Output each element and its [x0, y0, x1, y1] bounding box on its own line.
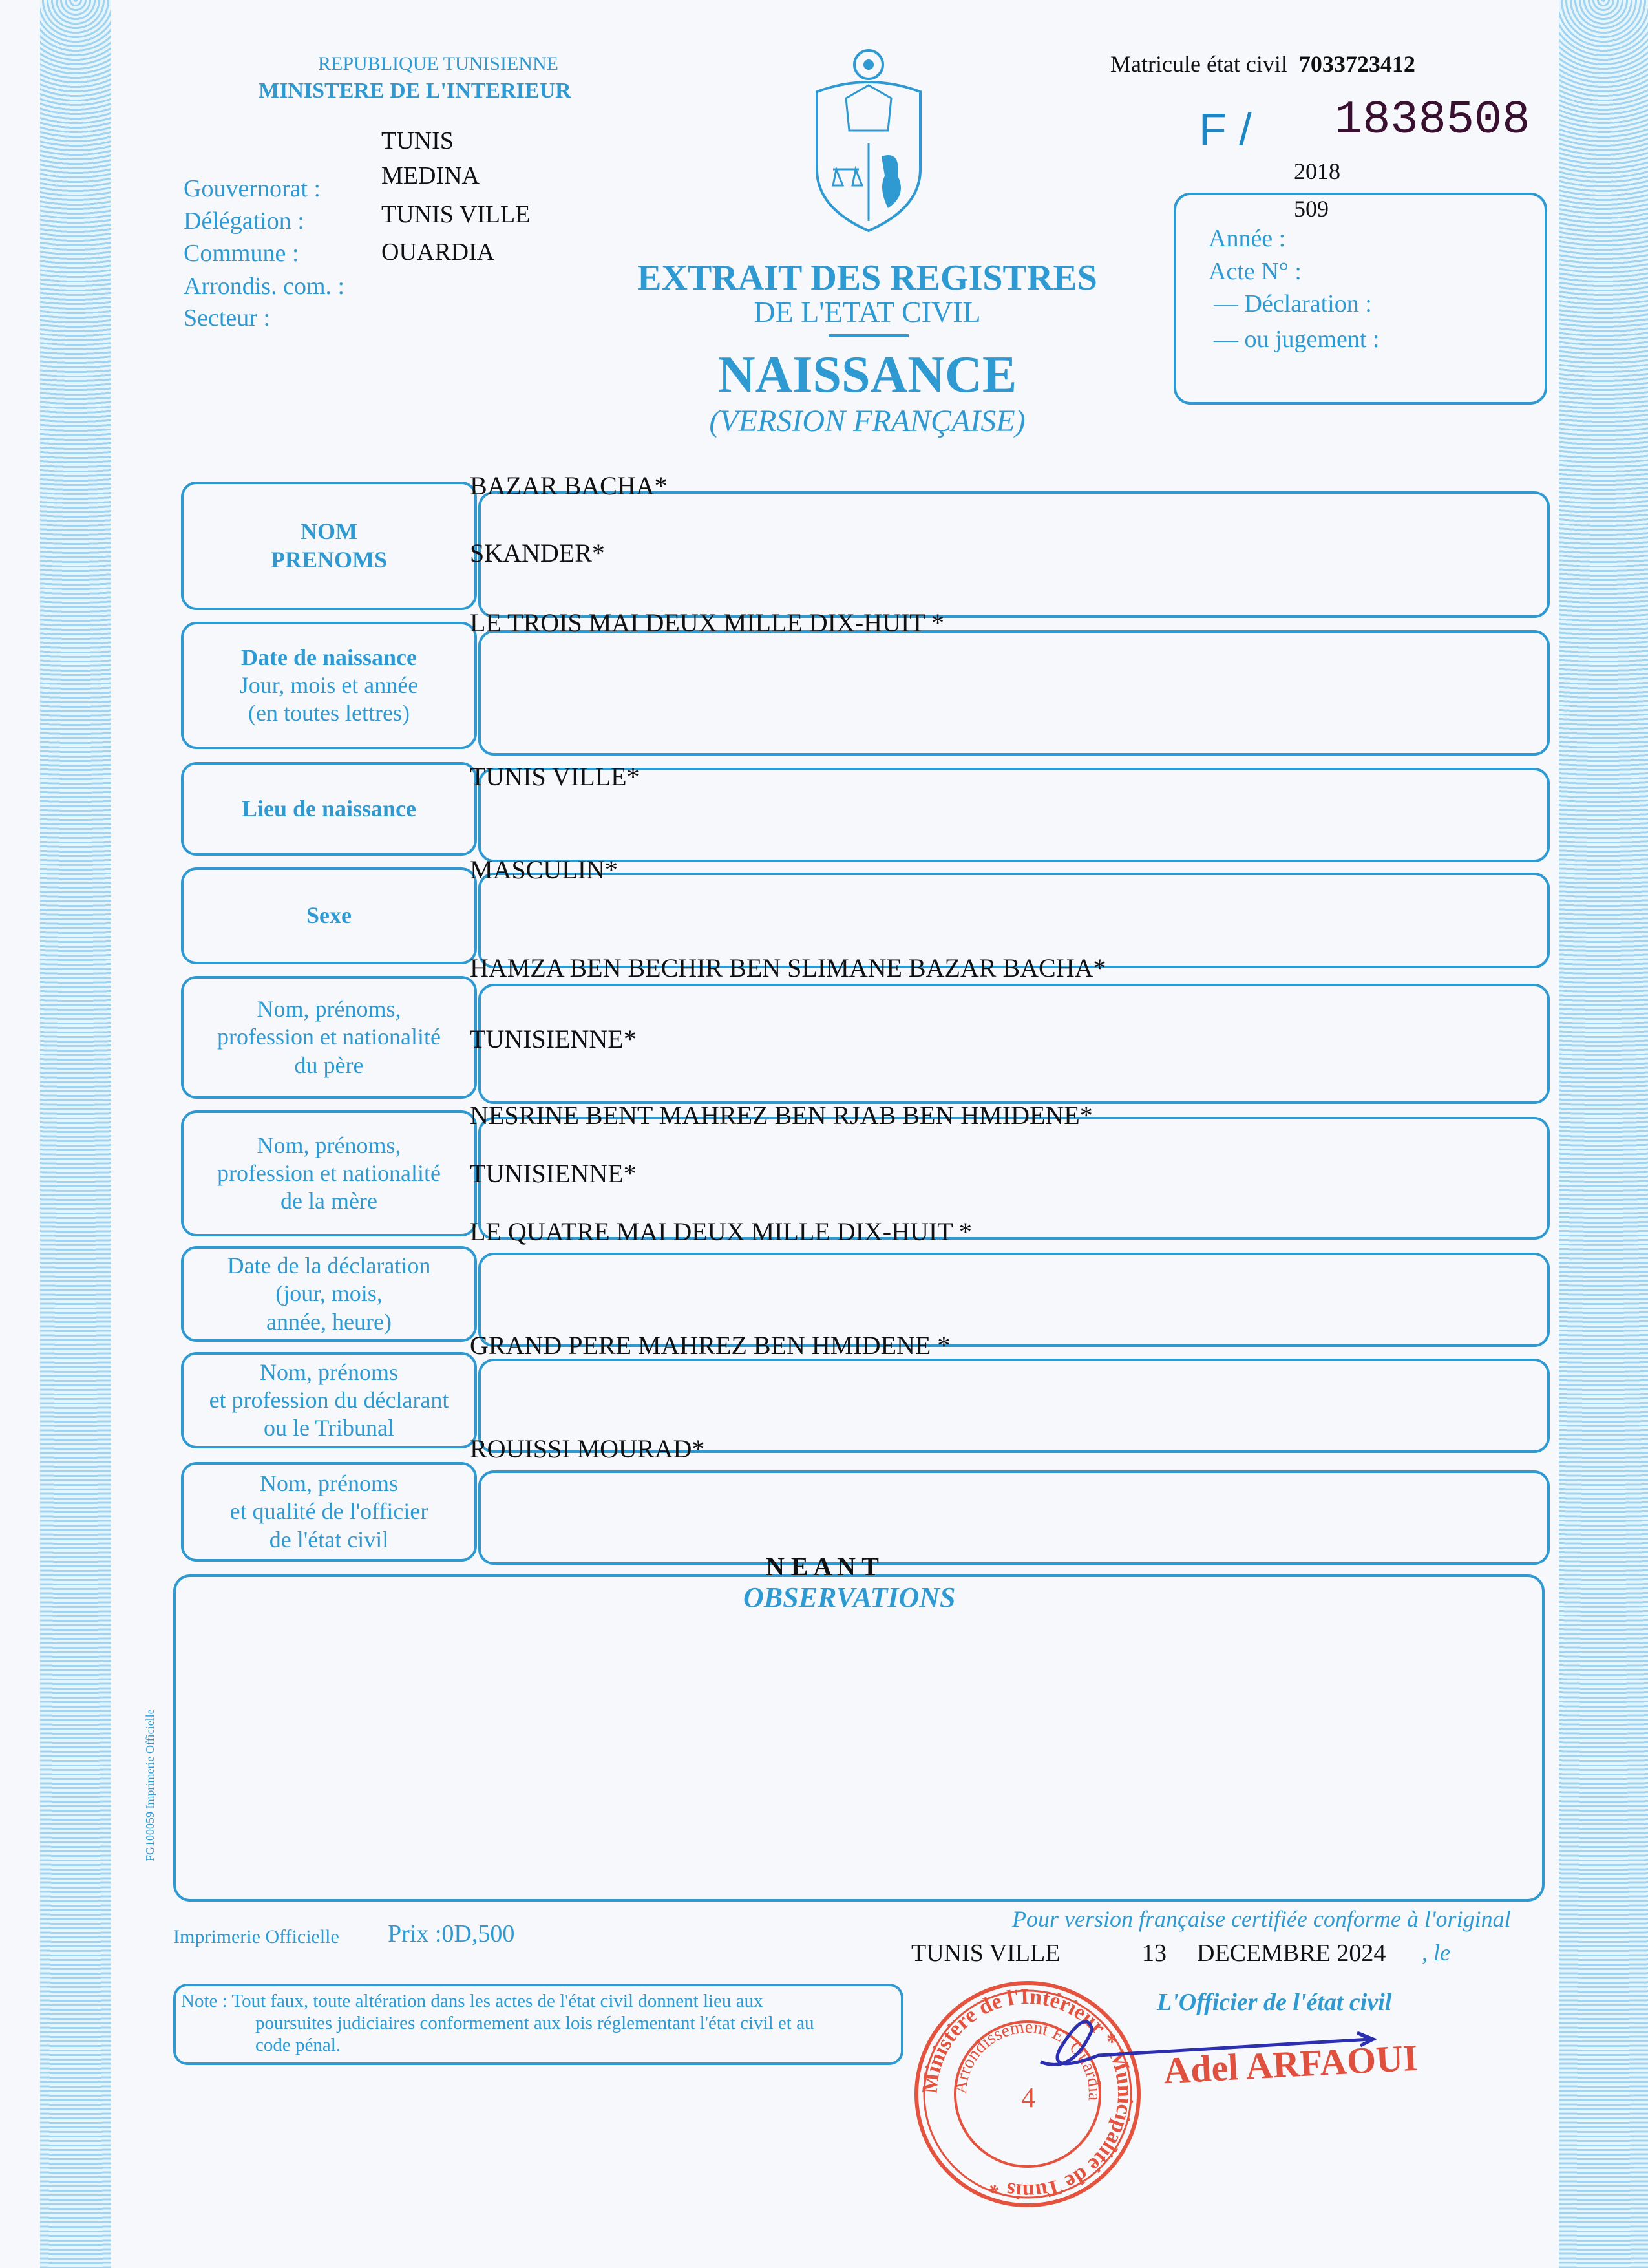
stamp-number: 4: [1021, 2082, 1035, 2114]
serial-prefix: F /: [1199, 104, 1252, 154]
signature: [1034, 2010, 1383, 2088]
label-line: Nom, prénoms,: [257, 996, 401, 1023]
mere-label: [181, 1110, 477, 1236]
lieu-value: TUNIS VILLE*: [470, 762, 640, 791]
pere-nationality-value: TUNISIENNE*: [470, 1024, 637, 1054]
sexe-value: MASCULIN*: [470, 855, 618, 884]
pere-field: [478, 984, 1550, 1104]
matricule: [1110, 50, 1415, 78]
decorative-border-left: [40, 0, 111, 2268]
note-line2: poursuites judiciaires conformement aux lois réglementant l'état civil et au: [255, 2013, 814, 2033]
label-line: année, heure): [266, 1308, 392, 1335]
nom-label-text: NOM: [301, 518, 357, 545]
document-title: NAISSANCE: [717, 346, 1017, 403]
coat-of-arms-emblem: [810, 47, 927, 234]
label-line: (en toutes lettres): [248, 700, 410, 726]
lieu-label: [181, 762, 477, 856]
label-line: Sexe: [306, 902, 352, 929]
month-year-value: DECEMBRE 2024: [1197, 1940, 1386, 1967]
nom-value: BAZAR BACHA*: [470, 471, 668, 500]
delegation-value: MEDINA: [381, 162, 480, 189]
pere-name-value: HAMZA BEN BECHIR BEN SLIMANE BAZAR BACHA*: [470, 953, 1106, 982]
annee-label: Année :: [1209, 225, 1286, 252]
label-line: du père: [294, 1052, 364, 1078]
observations-box: [173, 1574, 1545, 1902]
price-label: Prix :0D,500: [388, 1920, 515, 1947]
serial-number: 1838508: [1335, 94, 1530, 147]
sexe-label: [181, 867, 477, 964]
declaration-date-value: LE QUATRE MAI DEUX MILLE DIX-HUIT *: [470, 1217, 972, 1246]
side-print-text: FG100059 Imprimerie Officielle: [143, 1709, 156, 1861]
mere-name-value: NESRINE BENT MAHREZ BEN RJAB BEN HMIDENE*: [470, 1101, 1093, 1130]
gouvernorat-label: Gouvernorat :: [184, 175, 321, 202]
label-line: ou le Tribunal: [263, 1415, 395, 1441]
label-line: de la mère: [280, 1188, 377, 1214]
officier-field: [478, 1470, 1550, 1565]
acte-label: Acte N° :: [1209, 258, 1302, 285]
label-line: Lieu de naissance: [241, 795, 417, 821]
note-line1: Note : Tout faux, toute altération dans les actes de l'état civil donnent lieu aux: [181, 1991, 763, 2011]
label-line: (jour, mois,: [275, 1280, 383, 1307]
note-line3: code pénal.: [255, 2035, 341, 2055]
pere-label: [181, 976, 477, 1099]
place-value: TUNIS VILLE: [911, 1940, 1061, 1967]
date-naissance-value: LE TROIS MAI DEUX MILLE DIX-HUIT *: [470, 608, 944, 637]
nom-label: [181, 482, 477, 610]
declarant-value: GRAND PERE MAHREZ BEN HMIDENE *: [470, 1331, 951, 1360]
decorative-border-right: [1559, 0, 1648, 2268]
label-line: de l'état civil: [269, 1526, 389, 1553]
commune-label: Commune :: [184, 240, 299, 267]
observations-title: OBSERVATIONS: [743, 1582, 956, 1613]
label-line: Nom, prénoms: [260, 1470, 398, 1497]
prenoms-label-text: PRENOMS: [271, 546, 387, 573]
certified-text: Pour version française certifiée conforme à l'original: [1012, 1906, 1511, 1932]
mere-nationality-value: TUNISIENNE*: [470, 1159, 637, 1188]
declaration-date-label: [181, 1246, 477, 1342]
label-line: Jour, mois et année: [239, 672, 419, 698]
declaration-label: — Déclaration :: [1214, 290, 1372, 317]
officer-title: L'Officier de l'état civil: [1157, 1989, 1392, 2016]
officier-label: [181, 1462, 477, 1562]
label-line: et profession du déclarant: [209, 1386, 449, 1413]
officier-value: ROUISSI MOURAD*: [470, 1434, 705, 1463]
delegation-label: Délégation :: [184, 207, 304, 235]
label-line: Nom, prénoms: [260, 1359, 398, 1385]
observations-value: N E A N T: [766, 1552, 879, 1581]
stamp-inner-text: Arrondissement El Ouardia: [950, 2017, 1105, 2101]
declarant-label: [181, 1352, 477, 1448]
stamp-outer-text: Ministère de l'Intérieur * Municipalité de Tunis *: [918, 1984, 1137, 2204]
title-subtitle: (VERSION FRANÇAISE): [709, 404, 1026, 438]
matricule-value: 7033723412: [1298, 51, 1415, 77]
date-naissance-label: [181, 622, 477, 749]
ministry-label: MINISTERE DE L'INTERIEUR: [259, 79, 571, 103]
label-line: profession et nationalité: [217, 1024, 441, 1050]
title-divider: [829, 334, 909, 337]
nom-field: [478, 491, 1550, 618]
label-line: profession et nationalité: [217, 1160, 441, 1186]
le-text: , le: [1422, 1940, 1450, 1966]
label-line: Date de la déclaration: [227, 1253, 431, 1279]
label-line: Nom, prénoms,: [257, 1132, 401, 1158]
label-line: Date de naissance: [241, 644, 417, 670]
label-line: et qualité de l'officier: [229, 1498, 428, 1525]
matricule-label: Matricule état civil: [1110, 51, 1287, 77]
acte-value: 509: [1294, 196, 1329, 222]
officer-name-stamp: Adel ARFAOUI: [1162, 2036, 1419, 2092]
title-line2: DE L'ETAT CIVIL: [754, 295, 981, 328]
prenoms-value: SKANDER*: [470, 538, 605, 567]
jugement-label: — ou jugement :: [1214, 326, 1380, 353]
title-line1: EXTRAIT DES REGISTRES: [637, 258, 1097, 298]
annee-value: 2018: [1294, 158, 1340, 184]
printer-label: Imprimerie Officielle: [173, 1926, 339, 1947]
secteur-label: Secteur :: [184, 304, 271, 332]
arrondissement-value: OUARDIA: [381, 238, 495, 266]
date-naissance-field: [478, 630, 1550, 756]
day-value: 13: [1142, 1940, 1167, 1967]
republic-label: REPUBLIQUE TUNISIENNE: [318, 53, 558, 74]
gouvernorat-value: TUNIS: [381, 127, 454, 154]
commune-value: TUNIS VILLE: [381, 201, 531, 228]
arrondissement-label: Arrondis. com. :: [184, 273, 345, 300]
